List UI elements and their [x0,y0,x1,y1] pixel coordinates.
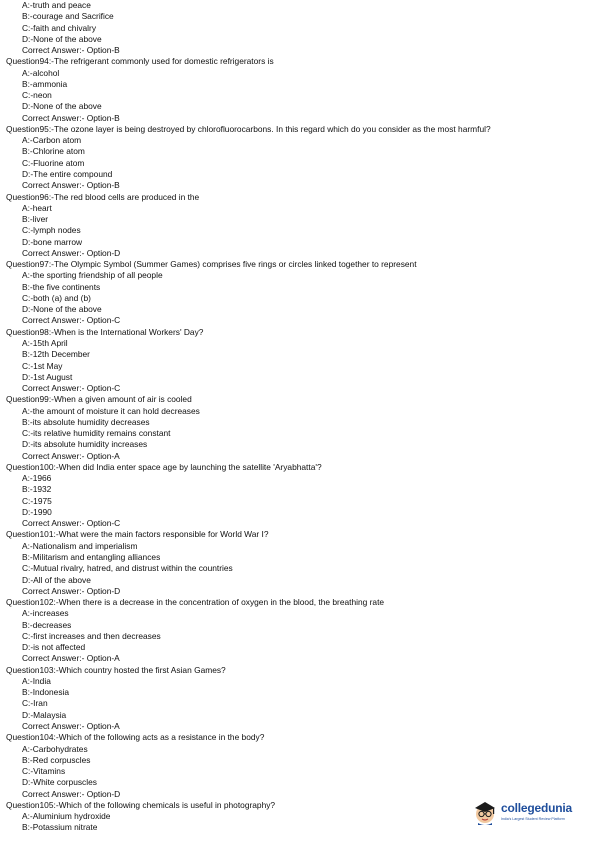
option-text: A:-heart [22,202,52,213]
option-text: C:-Iran [22,698,48,709]
option-text: B:-Red corpuscles [22,754,91,765]
option-text: A:-Carbon atom [22,135,82,146]
question-text: Question103:-Which country hosted the first Asian Games? [6,664,226,675]
option-text: D:-None of the above [22,33,102,44]
correct-answer-text: Correct Answer:- Option-B [22,112,120,123]
option-text: C:-first increases and then decreases [22,630,161,641]
option-text: A:-the sporting friendship of all people [22,270,163,281]
option-text: A:-1966 [22,473,52,484]
option-text: B:-its absolute humidity decreases [22,416,150,427]
option-text: D:-is not affected [22,642,86,653]
question-text: Question101:-What were the main factors responsible for World War I? [6,529,269,540]
option-text: B:-Chlorine atom [22,146,85,157]
option-text: A:-Aluminium hydroxide [22,811,111,822]
question-text: Question100:-When did India enter space age by launching the satellite 'Aryabhatta'? [6,461,322,472]
option-text: A:-the amount of moisture it can hold decreases [22,405,200,416]
question-text: Question95:-The ozone layer is being destroyed by chlorofluorocarbons. In this regard which do you consider as the most harmful? [6,123,491,134]
option-text: A:-increases [22,608,69,619]
question-text: Question98:-When is the International Workers' Day? [6,326,204,337]
option-text: B:-Potassium nitrate [22,822,98,833]
option-text: B:-12th December [22,349,90,360]
option-text: B:-the five continents [22,281,101,292]
option-text: A:-15th April [22,337,68,348]
correct-answer-text: Correct Answer:- Option-A [22,721,120,731]
option-text: A:-Nationalism and imperialism [22,540,138,551]
question-text: Question102:-When there is a decrease in the concentration of oxygen in the blood, the breathing rate [6,597,385,608]
option-text: B:-Militarism and entangling alliances [22,552,161,563]
option-text: D:-None of the above [22,101,102,112]
option-text: B:-courage and Sacrifice [22,11,114,22]
option-text: D:-The entire compound [22,168,113,179]
correct-answer-text: Correct Answer:- Option-B [22,45,120,56]
option-text: B:-ammonia [22,78,68,89]
option-text: B:-liver [22,214,49,225]
option-text: C:-both (a) and (b) [22,292,91,303]
correct-answer-text: Correct Answer:- Option-A [22,653,120,664]
correct-answer-text: Correct Answer:- Option-B [22,180,120,191]
question-text: Question105:-Which of the following chemicals is useful in photography? [6,799,276,810]
correct-answer-text: Correct Answer:- Option-C [22,383,121,394]
logo-tagline: India's Largest Student Review Platform [501,817,565,821]
option-text: C:-its relative humidity remains constant [22,428,171,439]
option-text: D:-White corpuscles [22,777,97,788]
option-text: A:-truth and peace [22,0,91,10]
option-text: C:-Fluorine atom [22,157,85,168]
logo-brand-text: collegedunia [501,801,572,815]
correct-answer-text: Correct Answer:- Option-C [22,315,121,326]
correct-answer-text: Correct Answer:- Option-D [22,247,121,258]
option-text: C:-faith and chivalry [22,22,97,33]
option-text: B:-Indonesia [22,687,70,698]
option-text: C:-1st May [22,360,63,371]
question-text: Question96:-The red blood cells are produced in the [6,191,200,202]
option-text: B:-1932 [22,484,52,495]
option-text: A:-India [22,675,51,686]
option-text: A:-alcohol [22,67,60,78]
option-text: D:-All of the above [22,574,91,585]
option-text: C:-Mutual rivalry, hatred, and distrust within the countries [22,563,233,574]
option-text: D:-None of the above [22,304,102,315]
option-text: C:-Vitamins [22,766,66,777]
option-text: D:-its absolute humidity increases [22,439,148,450]
correct-answer-text: Correct Answer:- Option-C [22,518,121,529]
question-document [6,0,586,834]
question-text: Question94:-The refrigerant commonly used for domestic refrigerators is [6,56,274,67]
option-text: D:-1st August [22,371,73,382]
option-text: D:-Malaysia [22,709,67,720]
option-text: B:-decreases [22,619,72,630]
correct-answer-text: Correct Answer:- Option-D [22,585,121,596]
option-text: C:-1975 [22,495,52,506]
option-text: D:-bone marrow [22,236,83,247]
option-text: D:-1990 [22,506,52,517]
correct-answer-text: Correct Answer:- Option-A [22,450,120,461]
option-text: A:-Carbohydrates [22,743,88,754]
student-avatar-icon [472,797,498,825]
option-text: C:-lymph nodes [22,225,81,236]
correct-answer-text: Correct Answer:- Option-D [22,788,121,799]
question-text: Question97:-The Olympic Symbol (Summer Games) comprises five rings or circles linked together to represent [6,259,417,270]
question-text: Question104:-Which of the following acts as a resistance in the body? [6,732,265,743]
option-text: C:-neon [22,90,52,101]
question-text: Question99:-When a given amount of air is cooled [6,394,192,405]
collegedunia-logo [472,797,590,827]
